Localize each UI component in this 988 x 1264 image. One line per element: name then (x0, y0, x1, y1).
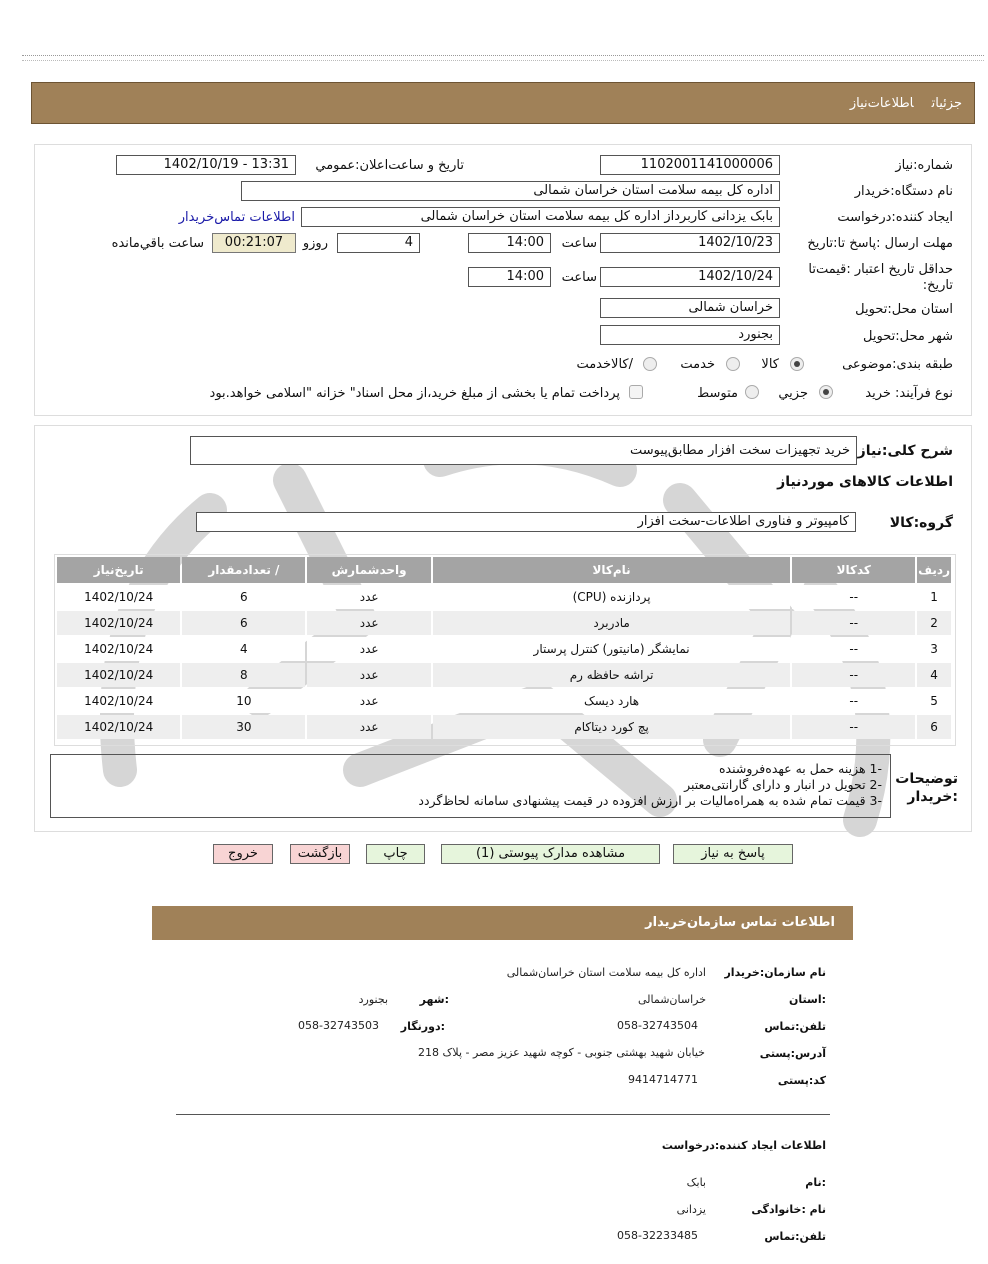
page-header (31, 82, 975, 124)
deadline-date-field: 1402/10/23 (600, 233, 780, 253)
treasury-payment-label: پرداخت تمام يا بخشی از مبلغ خريد،از محل اسناد" خزانه "اسلامی خواهد.بود (209, 386, 620, 401)
contact-section-title: اطلاعات تماس سازمان‌خريدار (645, 915, 835, 930)
buyer-notes-box (50, 754, 891, 818)
cell-row: 1 (917, 585, 951, 609)
buyer-note-line: -2 تحویل در انبار و دارای گارانتی‌معتبر (684, 777, 882, 792)
category-goods-radio[interactable] (790, 357, 804, 371)
print-button[interactable]: چاپ (366, 844, 425, 864)
process-minor-label: جزيي (778, 386, 808, 401)
buyer-org-field: اداره کل بیمه سلامت استان خراسان شمالی (241, 181, 780, 201)
col-row: رديف (917, 557, 951, 583)
table-row (57, 585, 951, 609)
contact-city-value: بجنورد (358, 993, 388, 1006)
contact-phone-value: 058-32743504 (617, 1019, 698, 1032)
category-goods-service-radio[interactable] (643, 357, 657, 371)
contact-province-value: خراسان‌شمالی (637, 993, 706, 1006)
view-attachments-button[interactable]: مشاهده مدارک پيوستی (1) (441, 844, 660, 864)
city-field: بجنورد (600, 325, 780, 345)
cell-unit: عدد (307, 715, 430, 739)
contact-postal-label: کد:پستی (777, 1074, 826, 1087)
deadline-label: مهلت ارسال :پاسخ تا:تاريخ (807, 236, 953, 251)
cell-name: پردازنده (CPU) (433, 585, 791, 609)
process-minor-radio[interactable] (819, 385, 833, 399)
days-label: روزو (302, 236, 328, 251)
process-medium-radio[interactable] (745, 385, 759, 399)
items-table (55, 555, 953, 741)
cell-code: -- (792, 637, 915, 661)
buyer-org-label: نام دستگاه:خريدار (854, 184, 953, 199)
col-name: نام‌کالا (433, 557, 791, 583)
table-row (57, 689, 951, 713)
creator-family-label: نام :خانوادگی (751, 1203, 826, 1216)
items-table-container (54, 554, 956, 746)
cell-date: 1402/10/24 (57, 663, 180, 687)
city-label: شهر محل:تحويل (863, 329, 953, 344)
contact-org-label: نام سازمان:خريدار (724, 966, 826, 979)
contact-fax-label: :دورنگار (400, 1020, 445, 1033)
process-label: نوع فرآيند: خريد (865, 386, 953, 401)
cell-row: 4 (917, 663, 951, 687)
treasury-payment-checkbox[interactable] (629, 385, 643, 399)
goods-info-title: اطلاعات کالاهای مورد‌نياز (777, 474, 953, 490)
validity-date-field: 1402/10/24 (600, 267, 780, 287)
contact-phone-label: تلفن:تماس (764, 1020, 826, 1033)
cell-name: تراشه حافظه رم (433, 663, 791, 687)
category-goods-service-label: /كالاخدمت (576, 357, 633, 372)
process-medium-label: متوسط (697, 386, 738, 401)
creator-phone-value: 058-32233485 (617, 1229, 698, 1242)
creator-section-title: اطلاعات ايجاد کننده:درخواست (661, 1139, 826, 1152)
col-qty: / تعدادمقدار (182, 557, 305, 583)
deadline-time-label: ساعت (561, 236, 597, 251)
header-tabs (832, 96, 962, 111)
creator-name-label: :نام (805, 1176, 826, 1189)
cell-unit: عدد (307, 585, 430, 609)
validity-time-label: ساعت (561, 270, 597, 285)
buyer-note-line: -3 قیمت تمام شده به همراه‌مالیات بر ارزش افزوده در قیمت پیشنهادی سامانه لحاظ‌گردد (418, 793, 882, 808)
province-field: خراسان شمالی (600, 298, 780, 318)
reply-button[interactable]: پاسخ به نياز (673, 844, 793, 864)
cell-qty: 4 (182, 637, 305, 661)
cell-name: نمایشگر (مانیتور) کنترل پرستار (433, 637, 791, 661)
back-button[interactable]: بازگشت (290, 844, 350, 864)
cell-code: -- (792, 663, 915, 687)
cell-unit: عدد (307, 611, 430, 635)
exit-button[interactable]: خروج (213, 844, 273, 864)
cell-qty: 6 (182, 611, 305, 635)
cell-date: 1402/10/24 (57, 715, 180, 739)
province-label: استان محل:تحويل (855, 302, 953, 317)
cell-code: -- (792, 715, 915, 739)
category-service-radio[interactable] (726, 357, 740, 371)
category-goods-label: كالا (761, 357, 779, 372)
cell-date: 1402/10/24 (57, 611, 180, 635)
cell-date: 1402/10/24 (57, 585, 180, 609)
cell-unit: عدد (307, 689, 430, 713)
cell-date: 1402/10/24 (57, 637, 180, 661)
cell-qty: 6 (182, 585, 305, 609)
contact-org-value: اداره کل بیمه سلامت استان خراسان‌شمالی (506, 966, 706, 979)
cell-date: 1402/10/24 (57, 689, 180, 713)
cell-name: مادربرد (433, 611, 791, 635)
creator-label: ايجاد کننده:درخواست (837, 210, 953, 225)
tab-need-info[interactable]: اطلاعات‌نياز (849, 96, 914, 111)
goods-group-label: گروه:کالا (889, 515, 953, 531)
items-table-header (57, 557, 951, 583)
cell-row: 3 (917, 637, 951, 661)
cell-name: پچ کورد دیتاکام (433, 715, 791, 739)
cell-row: 2 (917, 611, 951, 635)
buyer-contact-link[interactable]: اطلاعات تماس‌خريدار (178, 210, 295, 225)
cell-code: -- (792, 585, 915, 609)
contact-postal-value: 9414714771 (628, 1073, 698, 1086)
col-unit: واحدشمارش (307, 557, 430, 583)
remaining-label: ساعت باقي‌مانده (111, 236, 204, 251)
cell-row: 6 (917, 715, 951, 739)
cell-qty: 10 (182, 689, 305, 713)
cell-unit: عدد (307, 637, 430, 661)
summary-field: خرید تجهیزات سخت افزار مطابق‌پیوست (190, 436, 857, 465)
cell-name: هارد دیسک (433, 689, 791, 713)
buyer-note-line: -1 هزینه حمل به عهده‌فروشنده (719, 761, 882, 776)
contact-divider (176, 1114, 830, 1115)
contact-section-header (152, 906, 853, 940)
table-row (57, 637, 951, 661)
goods-group-field: کامپیوتر و فناوری اطلاعات-سخت افزار (196, 512, 856, 532)
col-date: تاريخ‌نياز (57, 557, 180, 583)
creator-family-value: یزدانی (676, 1203, 706, 1216)
col-code: کدکالا (792, 557, 915, 583)
announce-label: تاريخ و ساعت‌اعلان:عمومي (315, 158, 464, 173)
need-number-field: 1102001141000006 (600, 155, 780, 175)
announce-field: 1402/10/19 - 13:31 (116, 155, 296, 175)
remaining-time-field: 00:21:07 (212, 233, 296, 253)
top-separator (22, 55, 984, 61)
contact-city-label: :شهر (419, 993, 449, 1006)
creator-field: بابک یزدانی کاربرداز اداره کل بیمه سلامت استان خراسان شمالی (301, 207, 780, 227)
table-row (57, 663, 951, 687)
deadline-time-field: 14:00 (468, 233, 551, 253)
cell-qty: 30 (182, 715, 305, 739)
contact-province-label: :استان (789, 993, 826, 1006)
cell-code: -- (792, 689, 915, 713)
summary-label: شرح کلی:نیاز (857, 443, 953, 459)
cell-unit: عدد (307, 663, 430, 687)
validity-time-field: 14:00 (468, 267, 551, 287)
need-number-label: شماره:نياز (895, 158, 953, 173)
tab-details[interactable]: جزئيات (931, 96, 962, 111)
validity-label: حداقل تاريخ اعتبار :قيمت‌تا تاريخ: (808, 262, 953, 293)
category-service-label: خدمت (680, 357, 715, 372)
creator-phone-label: تلفن:تماس (764, 1230, 826, 1243)
table-row (57, 715, 951, 739)
cell-qty: 8 (182, 663, 305, 687)
buyer-notes-label: توضيحات :خريدار (895, 771, 958, 805)
days-field: 4 (337, 233, 420, 253)
table-row (57, 611, 951, 635)
category-label: طبقه بندی:موضوعی (842, 357, 953, 372)
cell-row: 5 (917, 689, 951, 713)
cell-code: -- (792, 611, 915, 635)
contact-fax-value: 058-32743503 (298, 1019, 379, 1032)
contact-address-label: آدرس:پستی (759, 1047, 826, 1060)
creator-name-value: بابک (686, 1176, 706, 1189)
contact-address-value: خیابان شهید بهشتی جنوبی - کوچه شهید عزیز مصر - پلاک 218 (418, 1046, 705, 1059)
